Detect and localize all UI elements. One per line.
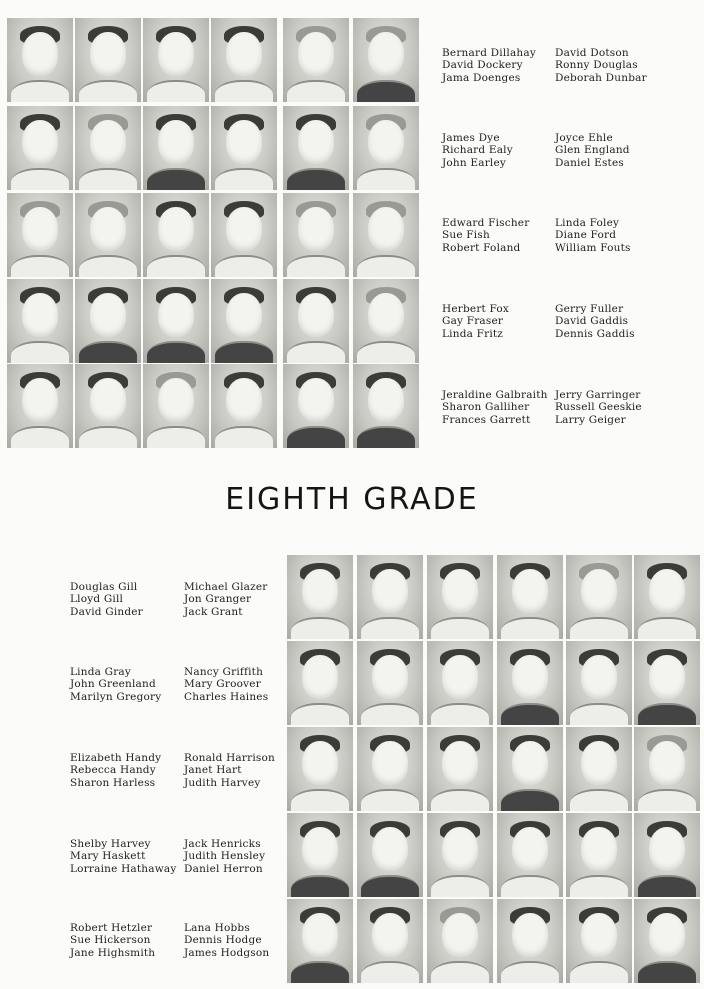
student-name: Joyce Ehle bbox=[555, 132, 613, 144]
student-name: Janet Hart bbox=[184, 764, 242, 777]
name-list bbox=[555, 47, 647, 84]
student-photo bbox=[283, 364, 349, 448]
section-heading: EIGHTH GRADE bbox=[225, 482, 479, 517]
student-photo bbox=[427, 555, 493, 639]
student-name: Shelby Harvey bbox=[70, 838, 151, 850]
student-name: Daniel Estes bbox=[555, 156, 624, 169]
student-photo bbox=[143, 364, 209, 448]
student-photo bbox=[287, 727, 353, 811]
student-photo bbox=[427, 727, 493, 811]
student-name: Robert Hetzler bbox=[70, 922, 153, 934]
student-photo bbox=[283, 18, 349, 102]
student-name: John Earley bbox=[442, 156, 507, 169]
student-photo bbox=[566, 899, 632, 983]
student-name: Rebecca Handy bbox=[70, 764, 156, 777]
student-name: Jerry Garringer bbox=[555, 389, 641, 401]
student-photo bbox=[287, 641, 353, 725]
student-name: Jon Granger bbox=[184, 593, 252, 606]
student-photo bbox=[566, 813, 632, 897]
name-list bbox=[442, 132, 513, 169]
student-photo bbox=[287, 813, 353, 897]
student-photo bbox=[427, 899, 493, 983]
student-photo bbox=[353, 106, 419, 190]
student-photo bbox=[634, 641, 700, 725]
student-photo bbox=[211, 279, 277, 363]
student-photo bbox=[566, 727, 632, 811]
name-list bbox=[555, 389, 642, 426]
student-name: James Dye bbox=[442, 132, 500, 144]
student-name: Nancy Griffith bbox=[184, 666, 264, 678]
student-name: Ronny Douglas bbox=[555, 59, 638, 72]
name-list bbox=[184, 922, 269, 959]
student-photo bbox=[497, 555, 563, 639]
student-photo bbox=[143, 106, 209, 190]
student-name: John Greenland bbox=[70, 678, 156, 691]
student-photo bbox=[75, 364, 141, 448]
student-name: Sharon Galliher bbox=[442, 401, 530, 414]
student-name: Linda Gray bbox=[70, 666, 132, 678]
student-photo bbox=[634, 899, 700, 983]
student-photo bbox=[427, 813, 493, 897]
student-photo bbox=[283, 279, 349, 363]
student-photo bbox=[427, 641, 493, 725]
student-name: Russell Geeskie bbox=[555, 401, 642, 414]
student-photo bbox=[497, 727, 563, 811]
student-photo bbox=[7, 279, 73, 363]
student-name: Sue Hickerson bbox=[70, 934, 151, 947]
student-name: Sharon Harless bbox=[70, 776, 156, 789]
student-photo bbox=[211, 193, 277, 277]
student-photo bbox=[497, 813, 563, 897]
student-name: Judith Harvey bbox=[184, 776, 261, 789]
name-list bbox=[184, 666, 268, 703]
name-list bbox=[442, 389, 548, 426]
student-name: Larry Geiger bbox=[555, 413, 626, 426]
student-photo bbox=[353, 18, 419, 102]
student-name: Mary Haskett bbox=[70, 850, 146, 863]
student-name: Lana Hobbs bbox=[184, 922, 250, 934]
student-name: Dennis Gaddis bbox=[555, 327, 635, 340]
student-photo bbox=[211, 106, 277, 190]
student-photo bbox=[634, 555, 700, 639]
student-name: Richard Ealy bbox=[442, 144, 513, 157]
student-name: David Dotson bbox=[555, 47, 629, 59]
student-name: Jack Grant bbox=[184, 605, 243, 618]
student-name: Herbert Fox bbox=[442, 303, 510, 315]
student-name: Gerry Fuller bbox=[555, 303, 624, 315]
student-photo bbox=[143, 18, 209, 102]
student-name: Diane Ford bbox=[555, 229, 617, 242]
student-photo bbox=[353, 279, 419, 363]
student-photo bbox=[287, 899, 353, 983]
student-photo bbox=[211, 18, 277, 102]
student-name: Bernard Dillahay bbox=[442, 47, 536, 59]
student-name: Glen England bbox=[555, 144, 630, 157]
student-name: Dennis Hodge bbox=[184, 934, 262, 947]
student-name: Lorraine Hathaway bbox=[70, 862, 177, 875]
name-list bbox=[70, 922, 155, 959]
student-photo bbox=[7, 364, 73, 448]
student-photo bbox=[357, 727, 423, 811]
student-photo bbox=[283, 193, 349, 277]
student-name: Gay Fraser bbox=[442, 315, 504, 328]
student-photo bbox=[7, 193, 73, 277]
name-list bbox=[442, 303, 509, 340]
student-photo bbox=[283, 106, 349, 190]
student-name: Sue Fish bbox=[442, 229, 490, 242]
student-name: Marilyn Gregory bbox=[70, 690, 162, 703]
student-name: Linda Fritz bbox=[442, 327, 504, 340]
student-name: Jeraldine Galbraith bbox=[442, 389, 548, 401]
name-list bbox=[555, 217, 631, 254]
student-photo bbox=[357, 641, 423, 725]
student-photo bbox=[143, 279, 209, 363]
student-photo bbox=[357, 813, 423, 897]
student-photo bbox=[75, 18, 141, 102]
student-name: David Gaddis bbox=[555, 315, 629, 328]
student-photo bbox=[357, 555, 423, 639]
student-photo bbox=[497, 899, 563, 983]
name-list bbox=[70, 581, 143, 618]
student-name: Daniel Herron bbox=[184, 862, 263, 875]
student-name: Linda Foley bbox=[555, 217, 620, 229]
student-photo bbox=[634, 813, 700, 897]
student-name: Judith Hensley bbox=[184, 850, 266, 863]
name-list bbox=[70, 666, 161, 703]
student-name: Mary Groover bbox=[184, 678, 261, 691]
student-name: Douglas Gill bbox=[70, 581, 138, 593]
student-photo bbox=[75, 279, 141, 363]
name-list bbox=[70, 838, 177, 875]
student-photo bbox=[566, 641, 632, 725]
student-photo bbox=[497, 641, 563, 725]
student-name: Frances Garrett bbox=[442, 413, 531, 426]
student-name: Michael Glazer bbox=[184, 581, 268, 593]
name-list bbox=[184, 752, 275, 789]
student-name: Robert Foland bbox=[442, 241, 521, 254]
student-name: Charles Haines bbox=[184, 690, 269, 703]
student-photo bbox=[75, 193, 141, 277]
student-photo bbox=[353, 193, 419, 277]
student-photo bbox=[566, 555, 632, 639]
name-list bbox=[70, 752, 161, 789]
student-name: Jane Highsmith bbox=[70, 946, 156, 959]
name-list bbox=[442, 217, 529, 254]
student-name: Jama Doenges bbox=[442, 71, 521, 84]
student-photo bbox=[75, 106, 141, 190]
student-name: David Ginder bbox=[70, 605, 143, 618]
name-list bbox=[555, 132, 630, 169]
student-name: James Hodgson bbox=[184, 946, 270, 959]
student-photo bbox=[143, 193, 209, 277]
student-photo bbox=[353, 364, 419, 448]
name-list bbox=[184, 838, 265, 875]
student-photo bbox=[357, 899, 423, 983]
student-name: Elizabeth Handy bbox=[70, 752, 162, 764]
student-name: Deborah Dunbar bbox=[555, 71, 647, 84]
student-photo bbox=[7, 106, 73, 190]
student-name: David Dockery bbox=[442, 59, 523, 72]
student-name: Jack Henricks bbox=[184, 838, 261, 850]
student-name: Lloyd Gill bbox=[70, 593, 124, 606]
student-name: Edward Fischer bbox=[442, 217, 530, 229]
student-photo bbox=[287, 555, 353, 639]
student-photo bbox=[634, 727, 700, 811]
student-photo bbox=[211, 364, 277, 448]
name-list bbox=[555, 303, 635, 340]
name-list bbox=[442, 47, 536, 84]
student-name: William Fouts bbox=[555, 241, 631, 254]
student-photo bbox=[7, 18, 73, 102]
name-list bbox=[184, 581, 268, 618]
student-name: Ronald Harrison bbox=[184, 752, 275, 764]
